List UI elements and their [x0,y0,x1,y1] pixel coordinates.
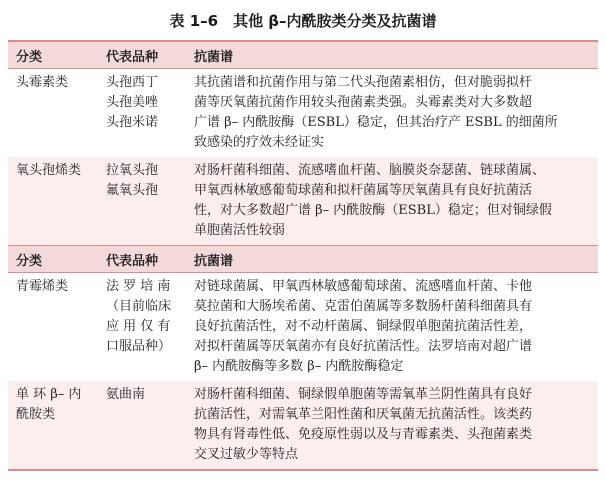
cell-line: 单胞菌活性较弱 [194,223,286,238]
table-row [8,69,598,157]
category-cell [8,69,100,157]
spectrum-cell [188,69,598,157]
cell-line: 甲氧西林敏感葡萄球菌和拟杆菌属等厌氧菌具有良好抗菌活 [194,183,533,198]
cell-line: 广谱 β– 内酰胺酶（ESBL）稳定，但其治疗产 ESBL 的细菌所 [194,115,558,130]
cell-line: 菌等厌氧菌抗菌作用较头孢菌素类强。头霉素类对大多数超 [194,95,533,110]
cell-line: 抗菌活性，对需氧革兰阳性菌和厌氧菌无抗菌活性。该类药 [194,407,533,422]
cell-line: 头孢美唑 [106,95,159,110]
cell-line: 性，对大多数超广谱 β– 内酰胺酶（ESBL）稳定；但对铜绿假 [194,203,552,218]
cell-line: 氟氧头孢 [106,183,159,198]
cell-line: 氨曲南 [106,387,146,402]
spectrum-cell [188,157,598,245]
cell-line: 其抗菌谱和抗菌作用与第二代头孢菌素相仿，但对脆弱拟杆 [194,75,533,90]
cell-line: （目前临床 [106,299,172,314]
cell-line: 氧头孢烯类 [16,163,82,178]
cell-line: 头霉素类 [16,75,69,90]
header-drugs: 代表品种 [106,253,159,269]
header-category: 分类 [16,253,43,269]
header-drugs: 代表品种 [106,49,159,65]
header-spectrum: 抗菌谱 [194,253,234,269]
header-spectrum: 抗菌谱 [194,49,234,65]
table-row [8,157,598,245]
drugs-cell [100,273,188,381]
table-caption: 表 1–6 其他 β–内酰胺类分类及抗菌谱 [169,12,437,30]
cell-line: 应 用 仅 有 [106,319,171,334]
cell-line: 物具有肾毒性低、免疫原性弱以及与青霉素类、头孢菌素类 [194,427,533,442]
table-row [8,273,598,381]
cell-line: 交叉过敏少等特点 [194,447,299,462]
cell-line: β– 内酰胺酶等多数 β– 内酰胺酶稳定 [194,359,404,374]
cell-line: 莫拉菌和大肠埃希菌、克雷伯菌属等多数肠杆菌科细菌具有 [194,299,533,314]
category-cell [8,273,100,381]
cell-line: 拉氧头孢 [106,163,159,178]
cell-line: 对链球菌属、甲氧西林敏感葡萄球菌、流感嗜血杆菌、卡他 [194,279,533,294]
cell-line: 酰胺类 [16,407,56,422]
category-cell [8,157,100,245]
cell-line: 法 罗 培 南 [106,279,171,294]
drugs-cell [100,381,188,469]
drugs-cell [100,157,188,245]
antibacterial-table [8,40,598,471]
spectrum-cell [188,273,598,381]
cell-line: 头孢西丁 [106,75,159,90]
cell-line: 头孢米诺 [106,115,159,130]
table-row [8,381,598,469]
spectrum-cell [188,381,598,469]
cell-line: 对肠杆菌科细菌、流感嗜血杆菌、脑膜炎奈瑟菌、链球菌属、 [194,163,546,178]
table-header-repeat [8,245,598,273]
cell-line: 单 环 β– 内 [16,387,82,402]
cell-line: 致感染的疗效未经证实 [194,135,325,150]
cell-line: 对拟杆菌属等厌氧菌亦有良好抗菌活性。法罗培南对超广谱 [194,339,533,354]
table-header [8,42,598,69]
drugs-cell [100,69,188,157]
cell-line: 口服品种） [106,339,172,354]
cell-line: 青霉烯类 [16,279,69,294]
cell-line: 良好抗菌活性，对不动杆菌属、铜绿假单胞菌抗菌活性差， [194,319,533,334]
header-category: 分类 [16,49,43,65]
category-cell [8,381,100,469]
cell-line: 对肠杆菌科细菌、铜绿假单胞菌等需氧革兰阴性菌具有良好 [194,387,533,402]
